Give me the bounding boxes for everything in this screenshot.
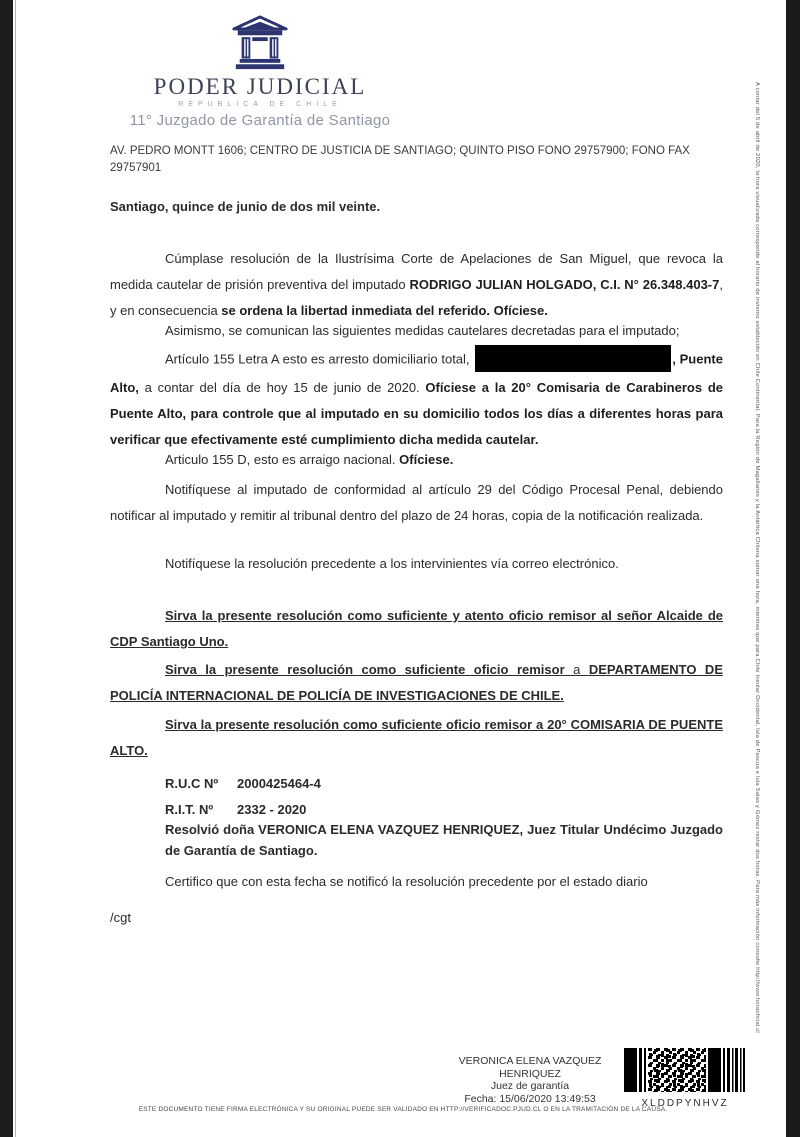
text-run: Sirva la presente resolución como suficiente oficio remisor [165, 662, 565, 677]
signer-name-line1: VERONICA ELENA VAZQUEZ [458, 1055, 602, 1067]
paragraph-asimismo: Asimismo, se comunican las siguientes medidas cautelares decretadas para el imputado; [165, 323, 680, 338]
court-address: AV. PEDRO MONTT 1606; CENTRO DE JUSTICIA DE SANTIAGO; QUINTO PISO FONO 29757900; FONO FAX 29757901 [110, 145, 690, 174]
signer-name-line2: HENRIQUEZ [499, 1067, 561, 1080]
text-run: DEPARTAMENTO DE POLICÍA INTERNACIONAL DE POLICÍA DE INVESTIGACIONES DE CHILE. [110, 662, 723, 703]
signature-block [430, 1055, 630, 1105]
text-run: a contar del día de hoy 15 de junio de 2020. [144, 380, 426, 395]
paragraph-articulo-155a [110, 345, 723, 453]
validation-footer-note: ESTE DOCUMENTO TIENE FIRMA ELECTRÓNICA Y SU ORIGINAL PUEDE SER VALIDADO EN HTTP://VERIFICADOC.PJUD.CL O EN LA TRAMITACIÓN DE LA CAUSA. [138, 1106, 668, 1113]
paragraph-notifiquese-imputado: Notifíquese al imputado de conformidad al artículo 29 del Código Procesal Penal, debiendo notificar al imputado y remitir al tribunal dentro del plazo de 24 horas, copia de la notificación realizada. [110, 482, 723, 523]
text-run: Cúmplase resolución de la Ilustrísima Corte de Apelaciones de San Miguel, que revoca la medida cautelar de prisión preventiva del imputado [110, 251, 723, 292]
text-run: , [672, 351, 680, 367]
court-name: 11° Juzgado de Garantía de Santiago [129, 112, 391, 129]
courthouse-icon [110, 14, 410, 72]
signer-role: Juez de garantía [490, 1080, 570, 1092]
text-run: Articulo 155 D, esto es arraigo nacional. [165, 452, 400, 467]
certification-text: Certifico que con esta fecha se notificó la resolución precedente por el estado diario [165, 874, 648, 889]
date-line: Santiago, quince de junio de dos mil veinte. [110, 199, 381, 214]
paragraph-sirva-comisaria: Sirva la presente resolución como suficiente oficio remisor a 20° COMISARIA DE PUENTE ALTO. [110, 717, 723, 758]
barcode-code: XLDDPYNHVZ [641, 1098, 729, 1109]
text-run: , y en consecuencia [110, 277, 723, 318]
paragraph-articulo-155d [110, 447, 723, 473]
ruc-row [165, 771, 705, 797]
time-disclaimer-vertical-note: A contar del 5 de abril de 2020, la hora visualizada corresponde al horario de invierno establecido en Chile Continental. Para la Región de Magallanes y la Antártica Chilena sumar una hora, mientras que para Chile Insular Occidental, Isla de Pascua e Isla Salas y Gómez restar dos horas. Para más información consulte http://www.horaoficial.cl [754, 82, 760, 1033]
rit-value: 2332 - 2020 [237, 802, 307, 817]
ruc-label: R.U.C Nº [165, 776, 219, 791]
paragraph-notifiquese-intervinientes: Notifíquese la resolución precedente a los intervinientes vía correo electrónico. [165, 556, 619, 571]
ruc-value: 2000425464-4 [237, 776, 321, 791]
scan-edge-right-bar [786, 0, 800, 1137]
signature-barcode [624, 1048, 746, 1109]
oficiese-comisaria-text: Ofíciese a la 20° Comisaria de Carabineros de Puente Alto, para controle que al imputado en su domicilio todos los días a diferentes horas para verificar que efectivamente esté cumplimiento dicha medida cautelar. [110, 380, 723, 447]
paragraph-sirva-policia-internacional [110, 657, 723, 709]
stacked-2d-barcode-icon [624, 1048, 746, 1092]
release-order-text: se ordena la libertad inmediata del referido. Ofíciese. [221, 303, 548, 318]
clerk-initials: /cgt [110, 910, 131, 925]
org-subtitle: REPUBLICA DE CHILE [178, 101, 342, 108]
resolvio-judge-text: Resolvió doña VERONICA ELENA VAZQUEZ HENRIQUEZ, Juez Titular Undécimo Juzgado de Garantía de Santiago. [165, 822, 723, 858]
scan-edge-thin-line [15, 0, 16, 1137]
text-run: Puente Alto, [110, 351, 723, 395]
paragraph-cumplase [110, 246, 723, 324]
defendant-name: RODRIGO JULIAN HOLGADO, C.I. N° 26.348.403-7 [409, 277, 720, 292]
paragraph-sirva-alcaide: Sirva la presente resolución como suficiente y atento oficio remisor al señor Alcaide de CDP Santiago Uno. [110, 608, 723, 649]
text-run: Artículo 155 Letra A esto es arresto domiciliario total, [165, 351, 474, 367]
redaction-box [475, 345, 671, 372]
text-run: Ofíciese. [399, 452, 454, 467]
org-title: PODER JUDICIAL [153, 74, 367, 99]
signature-date: Fecha: 15/06/2020 13:49:53 [464, 1092, 596, 1105]
scan-edge-left-bar [0, 0, 13, 1137]
text-run: a [564, 662, 589, 677]
rit-label: R.I.T. Nº [165, 802, 214, 817]
letterhead [110, 14, 410, 129]
